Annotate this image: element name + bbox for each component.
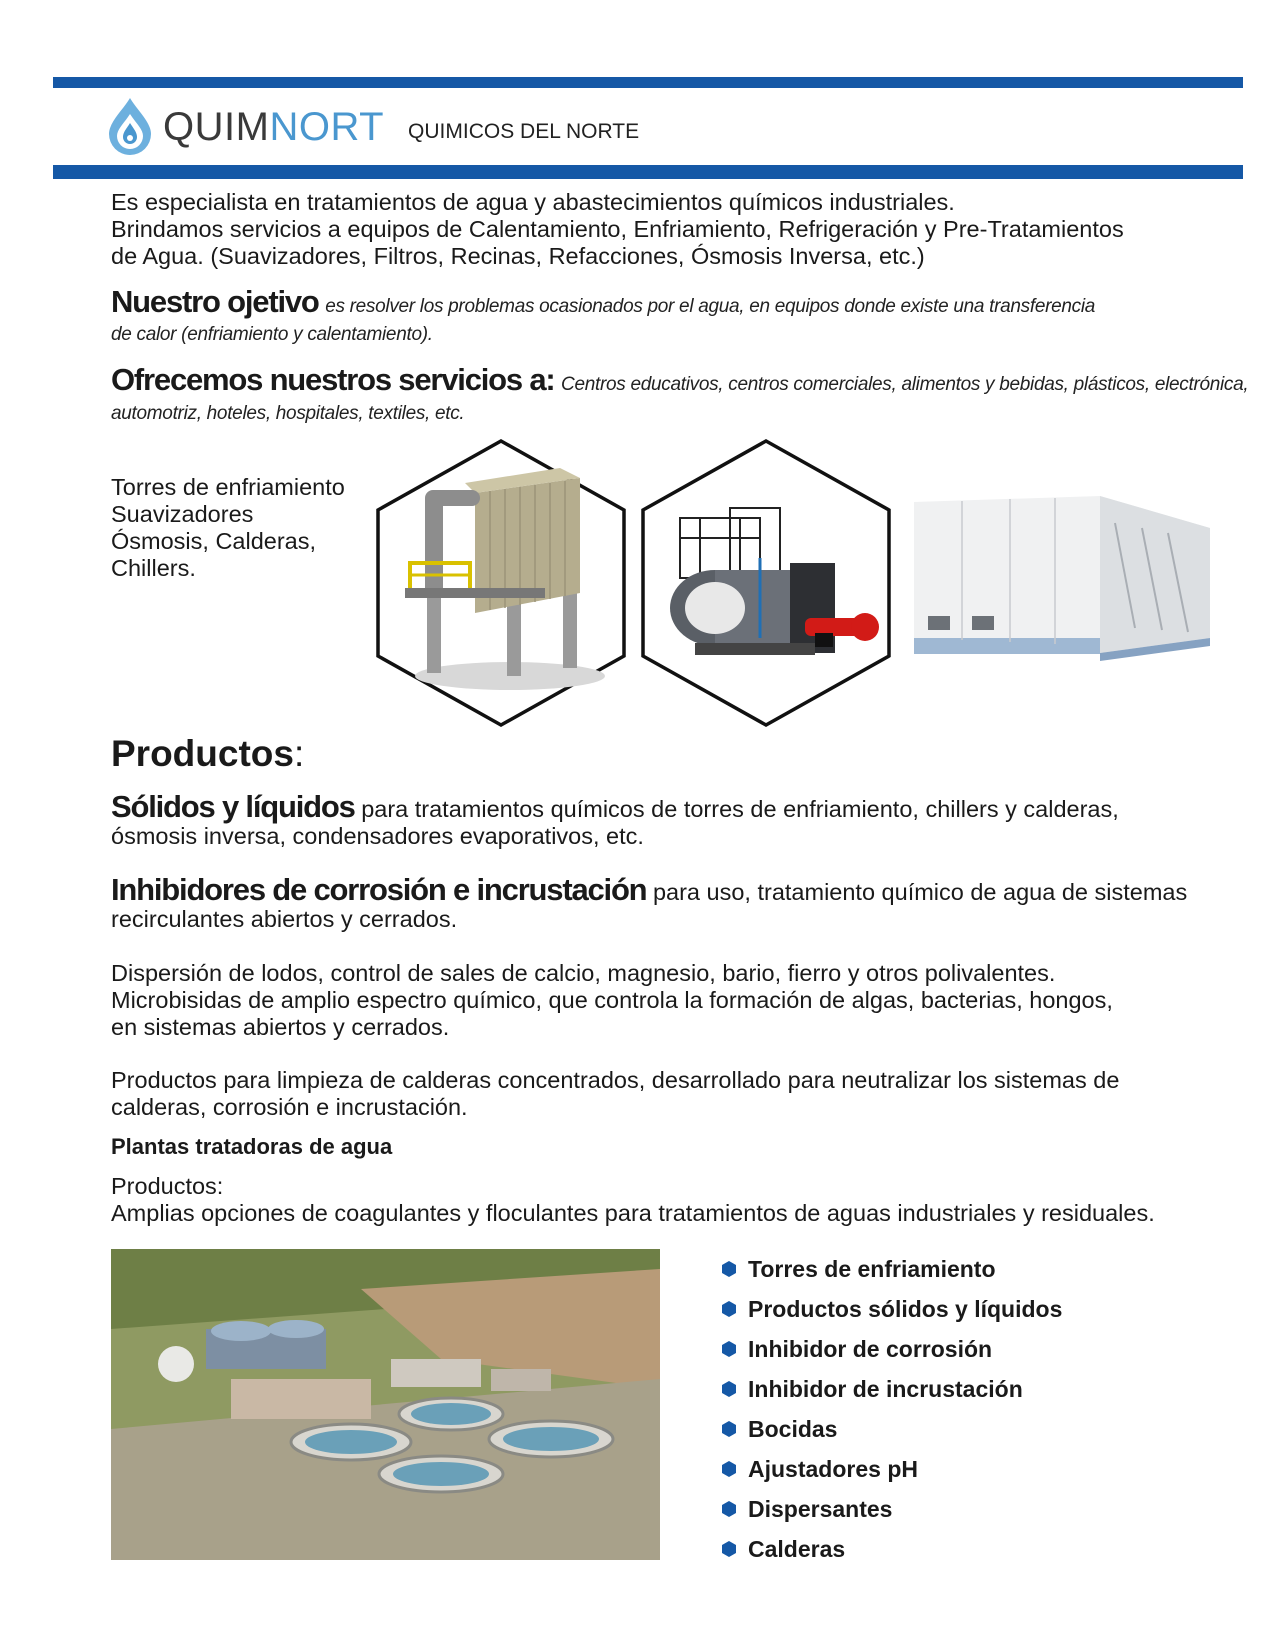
brand-name [163,105,384,150]
bullet-item [722,1529,1062,1569]
chiller-image [910,488,1212,661]
equipment-item: Suavizadores [111,501,254,527]
dispersion-line-1: Dispersión de lodos, control de sales de calcio, magnesio, bario, fierro y otros polivalentes. [111,960,1056,986]
bullet-item [722,1409,1062,1449]
intro-line-2: Brindamos servicios a equipos de Calentamiento, Enfriamiento, Refrigeración y Pre-Tratamientos [111,216,1124,242]
water-drop-logo-icon [105,96,155,158]
objetivo-paragraph [111,284,1096,320]
dispersion-line-2: Microbisidas de amplio espectro químico, que controla la formación de algas, bacterias, hongos, [111,987,1113,1013]
bullet-item [722,1449,1062,1489]
inhibidores-heading: Inhibidores de corrosión e incrustación [111,872,647,907]
intro-line-1: Es especialista en tratamientos de agua y abastecimientos químicos industriales. [111,189,955,215]
solidos-text-1: para tratamientos químicos de torres de enfriamiento, chillers y calderas, [361,796,1119,822]
solidos-paragraph [111,789,1119,824]
limpieza-line-2: calderas, corrosión e incrustación. [111,1094,468,1120]
servicios-heading: Ofrecemos nuestros servicios a: [111,362,555,397]
bullet-label: Ajustadores pH [748,1455,918,1482]
bullet-item [722,1289,1062,1329]
hexagon-bullet-icon [722,1541,736,1557]
bullet-label: Productos sólidos y líquidos [748,1295,1063,1322]
bullet-item [722,1329,1062,1369]
objetivo-heading: Nuestro ojetivo [111,284,319,319]
hexagon-bullet-icon [722,1301,736,1317]
header [105,96,639,158]
equipment-item: Ósmosis, Calderas, [111,528,317,554]
solidos-heading: Sólidos y líquidos [111,789,355,824]
treatment-plant-photo [111,1249,660,1560]
brand-part-1: QUIM [163,104,270,149]
hexagon-bullet-icon [722,1261,736,1277]
bullet-item [722,1489,1062,1529]
boiler-image [640,438,892,728]
header-bottom-band [53,165,1243,179]
dispersion-line-3: en sistemas abiertos y cerrados. [111,1014,450,1040]
services-bullet-list [722,1249,1062,1569]
bullet-label: Dispersantes [748,1495,893,1522]
bullet-label: Torres de enfriamiento [748,1255,996,1282]
bullet-item [722,1249,1062,1289]
intro-line-3: de Agua. (Suavizadores, Filtros, Recinas, Refacciones, Ósmosis Inversa, etc.) [111,243,925,269]
hexagon-bullet-icon [722,1381,736,1397]
hexagon-bullet-icon [722,1461,736,1477]
products-title-colon: : [293,733,305,774]
plantas-subheading: Productos: [111,1173,224,1199]
bullet-label: Inhibidor de corrosión [748,1335,993,1362]
header-top-band [53,77,1243,88]
limpieza-line-1: Productos para limpieza de calderas concentrados, desarrollado para neutralizar los sistemas de [111,1067,1120,1093]
bullet-item [722,1369,1062,1409]
inhibidores-paragraph [111,872,1188,907]
plantas-text: Amplias opciones de coagulantes y floculantes para tratamientos de aguas industriales y residuales. [111,1200,1155,1226]
solidos-text-2: ósmosis inversa, condensadores evaporativos, etc. [111,823,644,849]
equipment-item: Chillers. [111,555,196,581]
objetivo-text-1: es resolver los problemas ocasionados por el agua, en equipos donde existe una transferencia [325,296,1096,317]
servicios-paragraph [111,362,1249,398]
servicios-text-1: Centros educativos, centros comerciales, alimentos y bebidas, plásticos, electrónica, [561,374,1249,395]
products-title [111,733,304,775]
products-title-text: Productos [111,733,294,774]
brand-part-2: NORT [269,104,385,149]
brand-subtitle: QUIMICOS DEL NORTE [408,120,640,143]
inhibidores-text-1: para uso, tratamiento químico de agua de sistemas [652,879,1188,905]
objetivo-text-2: de calor (enfriamiento y calentamiento). [111,324,433,345]
bullet-label: Calderas [748,1535,846,1562]
bullet-label: Inhibidor de incrustación [748,1375,1023,1402]
bullet-label: Bocidas [748,1415,838,1442]
hexagon-bullet-icon [722,1421,736,1437]
hexagon-bullet-icon [722,1501,736,1517]
equipment-list [111,474,345,582]
plantas-heading: Plantas tratadoras de agua [111,1134,393,1159]
servicios-text-2: automotriz, hoteles, hospitales, textiles, etc. [111,403,465,424]
inhibidores-text-2: recirculantes abiertos y cerrados. [111,906,458,932]
equipment-item: Torres de enfriamiento [111,474,345,500]
cooling-tower-image [375,438,627,728]
hexagon-bullet-icon [722,1341,736,1357]
